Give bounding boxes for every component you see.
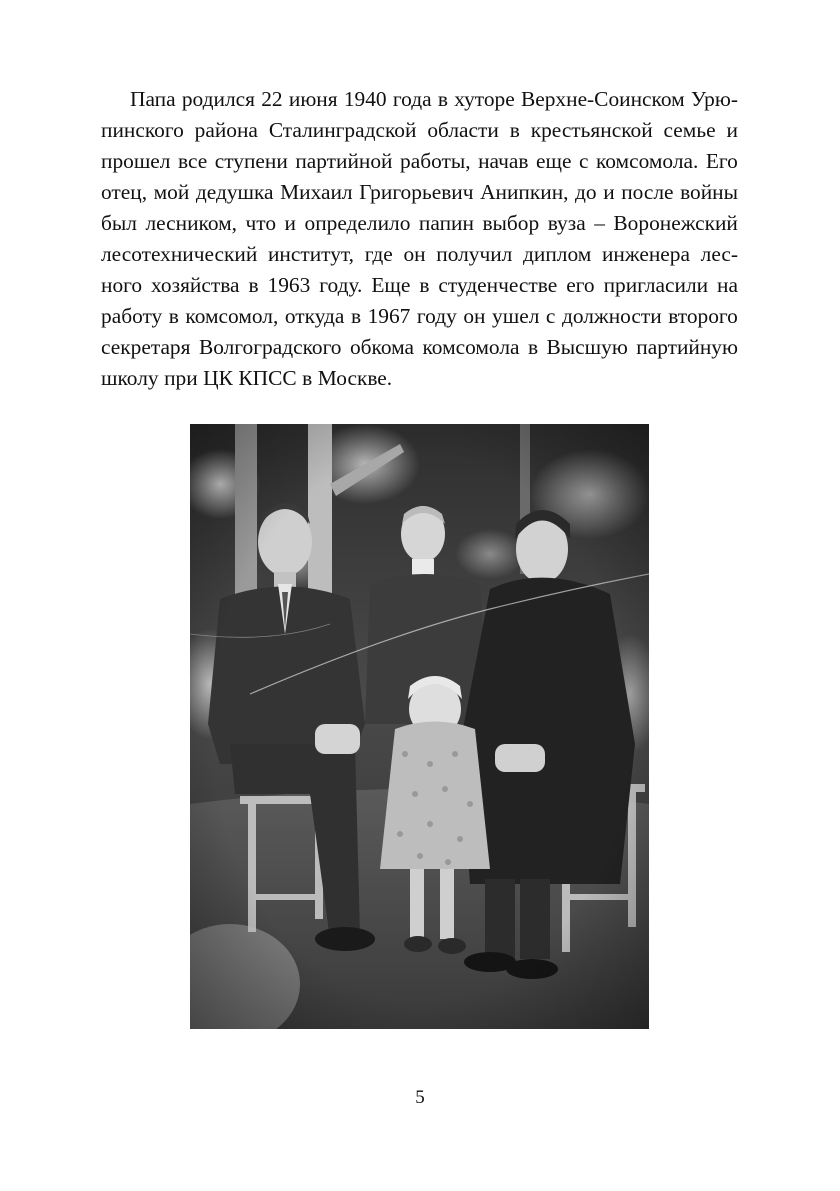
paragraph-word: лес-: [700, 242, 738, 266]
paragraph-line: [101, 84, 738, 115]
paragraph-word: в: [168, 304, 179, 328]
paragraph-word: 1963: [267, 273, 311, 297]
paragraph-word: и: [726, 118, 738, 142]
paragraph-word: диплом: [523, 242, 592, 266]
paragraph-word: инженера: [601, 242, 690, 266]
paragraph-word: и: [603, 180, 615, 204]
paragraph-word: 22: [261, 87, 283, 111]
paragraph-word: мой: [153, 180, 190, 204]
paragraph-word: второго: [668, 304, 738, 328]
paragraph-word: дедушка: [195, 180, 274, 204]
paragraph-word: 1967: [367, 304, 411, 328]
paragraph-word: партийную: [636, 335, 738, 359]
paragraph-line: [101, 332, 738, 363]
paragraph-word: июня: [288, 87, 338, 111]
paragraph-word: работу: [101, 304, 163, 328]
paragraph-word: крестьянской: [530, 118, 653, 142]
paragraph-word: еще: [536, 149, 572, 173]
paragraph-word: и: [284, 211, 296, 235]
paragraph-line: [101, 208, 738, 239]
paragraph-word: определило: [304, 211, 411, 235]
paragraph-word: родился: [181, 87, 255, 111]
paragraph-word: хуторе: [454, 87, 515, 111]
paragraph-word: Еще: [371, 273, 411, 297]
paragraph-word: что: [245, 211, 277, 235]
paragraph-word: Урю-: [690, 87, 738, 111]
paragraph-word: в: [509, 118, 520, 142]
paragraph-word: комсомол,: [185, 304, 279, 328]
paragraph-word: комсомола: [422, 335, 520, 359]
paragraph-word: лесотехнический: [101, 242, 258, 266]
family-photo-image: [190, 424, 649, 1029]
paragraph-line: [101, 363, 738, 394]
paragraph-word: при: [164, 366, 198, 390]
paragraph-word: Москве.: [317, 366, 393, 390]
paragraph-word: с: [578, 149, 589, 173]
paragraph-line: [101, 239, 738, 270]
paragraph-word: начав: [478, 149, 529, 173]
paragraph-word: до: [575, 180, 597, 204]
paragraph-word: ступени: [214, 149, 288, 173]
paragraph-word: школу: [101, 366, 159, 390]
paragraph-word: откуда: [284, 304, 345, 328]
paragraph-word: получил: [436, 242, 513, 266]
paragraph-word: студенчестве: [438, 273, 558, 297]
paragraph-word: в: [350, 304, 362, 328]
paragraph-line: [101, 270, 738, 301]
paragraph-line: [101, 146, 738, 177]
paragraph-word: хозяйства: [151, 273, 240, 297]
paragraph-word: области: [427, 118, 499, 142]
paragraph-word: войны: [680, 180, 738, 204]
paragraph-word: Его: [705, 149, 738, 173]
paragraph-word: где: [364, 242, 393, 266]
paragraph-word: комсомола.: [595, 149, 699, 173]
paragraph-word: отец,: [101, 180, 148, 204]
body-paragraph: [101, 84, 738, 394]
paragraph-word: был: [101, 211, 137, 235]
page-number: 5: [415, 1087, 425, 1108]
paragraph-word: партийной: [295, 149, 393, 173]
paragraph-word: должности: [561, 304, 662, 328]
paragraph-word: с: [545, 304, 556, 328]
paragraph-word: Верхне-Соинском: [520, 87, 685, 111]
paragraph-line: [101, 115, 738, 146]
paragraph-word: пинского: [101, 118, 184, 142]
paragraph-word: году: [416, 304, 457, 328]
paragraph-word: –: [594, 211, 605, 235]
paragraph-word: институт,: [267, 242, 355, 266]
paragraph-word: он: [463, 304, 486, 328]
paragraph-word: 1940: [343, 87, 387, 111]
paragraph-word: Григорьевич: [359, 180, 474, 204]
paragraph-word: прошел: [101, 149, 171, 173]
paragraph-word: его: [566, 273, 595, 297]
paragraph-word: он: [403, 242, 426, 266]
paragraph-word: году.: [319, 273, 363, 297]
paragraph-word: семье: [663, 118, 716, 142]
paragraph-word: лесником,: [145, 211, 238, 235]
paragraph-word: папин: [418, 211, 474, 235]
paragraph-word: ЦК: [203, 366, 233, 390]
paragraph-word: Воронежский: [613, 211, 738, 235]
paragraph-word: работы,: [400, 149, 471, 173]
paragraph-word: в: [527, 335, 539, 359]
paragraph-word: Сталинградской: [268, 118, 417, 142]
paragraph-word: Анипкин,: [480, 180, 569, 204]
paragraph-word: все: [177, 149, 208, 173]
paragraph-word: вуза: [547, 211, 586, 235]
paragraph-word: КПСС: [238, 366, 297, 390]
paragraph-word: Высшую: [546, 335, 628, 359]
paragraph-word: после: [621, 180, 674, 204]
paragraph-word: выбор: [482, 211, 540, 235]
paragraph-line: [101, 177, 738, 208]
paragraph-word: в: [302, 366, 313, 390]
paragraph-word: Михаил: [280, 180, 353, 204]
paragraph-word: пригласили: [603, 273, 709, 297]
paragraph-line: [101, 301, 738, 332]
paragraph-word: обкома: [349, 335, 415, 359]
paragraph-word: в: [248, 273, 259, 297]
family-photo: [190, 424, 649, 1029]
paragraph-word: в: [437, 87, 448, 111]
paragraph-word: в: [419, 273, 430, 297]
paragraph-word: года: [392, 87, 432, 111]
paragraph-word: ного: [101, 273, 143, 297]
paragraph-word: Папа: [130, 87, 176, 111]
paragraph-word: Волгоградского: [198, 335, 342, 359]
paragraph-word: на: [717, 273, 738, 297]
paragraph-word: ушел: [492, 304, 540, 328]
paragraph-word: района: [194, 118, 258, 142]
paragraph-word: секретаря: [101, 335, 191, 359]
